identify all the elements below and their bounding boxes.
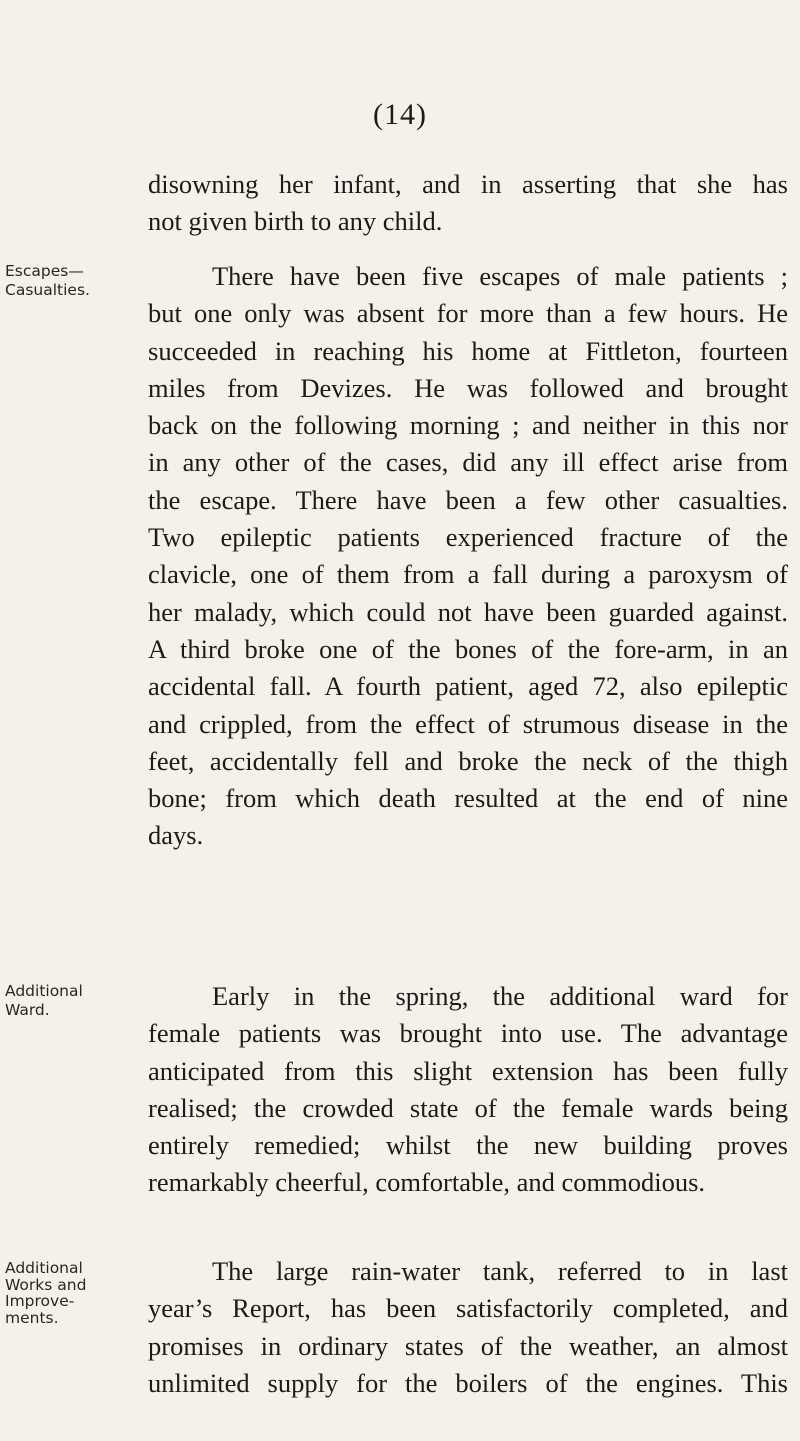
text-line: year’s Report, has been satisfactorily completed, and — [148, 1293, 788, 1324]
text-line: entirely remedied; whilst the new building proves — [148, 1130, 788, 1161]
margin-note-ward — [5, 982, 140, 1020]
text-line: A third broke one of the bones of the fore-arm, in an — [148, 633, 788, 664]
text-line: female patients was brought into use. The advantage — [148, 1018, 788, 1049]
text-line: days. — [148, 820, 204, 851]
margin-note-line: Ward. — [5, 1001, 50, 1019]
text-line: and crippled, from the effect of strumous disease in the — [148, 708, 788, 739]
page-number: (14) — [373, 98, 427, 131]
text-line: There have been five escapes of male patients ; — [212, 261, 788, 291]
text-line: promises in ordinary states of the weather, an almost — [148, 1330, 788, 1361]
text-line: accidental fall. A fourth patient, aged 72, also epileptic — [148, 671, 788, 702]
paragraph-3 — [148, 978, 788, 1202]
margin-note-line: Additional — [5, 982, 83, 1000]
text-line: realised; the crowded state of the female wards being — [148, 1092, 788, 1123]
paragraph-1 — [148, 166, 788, 241]
text-line: Two epileptic patients experienced fracture of the — [148, 522, 788, 553]
margin-note-works — [5, 1260, 140, 1326]
text-line: anticipated from this slight extension has been fully — [148, 1055, 788, 1086]
text-line: bone; from which death resulted at the end of nine — [148, 783, 788, 814]
text-line: in any other of the cases, did any ill effect arise from — [148, 447, 788, 478]
margin-note-line: Works and — [5, 1275, 87, 1294]
margin-note-escapes — [5, 262, 140, 300]
text-line: the escape. There have been a few other casualties. — [148, 484, 788, 515]
text-line: remarkably cheerful, comfortable, and commodious. — [148, 1167, 706, 1198]
margin-note-line: Casualties. — [5, 281, 90, 299]
text-line: her malady, which could not have been guarded against. — [148, 596, 788, 627]
paragraph-2 — [148, 258, 788, 855]
text-line: disowning her infant, and in asserting that she has — [148, 169, 788, 199]
text-line: miles from Devizes. He was followed and brought — [148, 372, 788, 403]
text-line: succeeded in reaching his home at Fittleton, fourteen — [148, 335, 788, 366]
text-line: clavicle, one of them from a fall during a paroxysm of — [148, 559, 788, 590]
text-line: Early in the spring, the additional ward for — [212, 981, 788, 1011]
text-line: but one only was absent for more than a few hours. He — [148, 298, 788, 329]
text-line: feet, accidentally fell and broke the neck of the thigh — [148, 745, 788, 776]
text-line: unlimited supply for the boilers of the engines. This — [148, 1367, 788, 1398]
margin-note-line: Escapes— — [5, 262, 84, 280]
text-line: back on the following morning ; and neither in this nor — [148, 410, 788, 441]
margin-note-line: Improve- — [5, 1292, 75, 1310]
margin-note-line: ments. — [5, 1308, 59, 1327]
text-line: The large rain-water tank, referred to in last — [212, 1256, 788, 1286]
paragraph-4 — [148, 1253, 788, 1402]
text-line: not given birth to any child. — [148, 206, 443, 237]
margin-note-line: Additional — [5, 1259, 83, 1277]
